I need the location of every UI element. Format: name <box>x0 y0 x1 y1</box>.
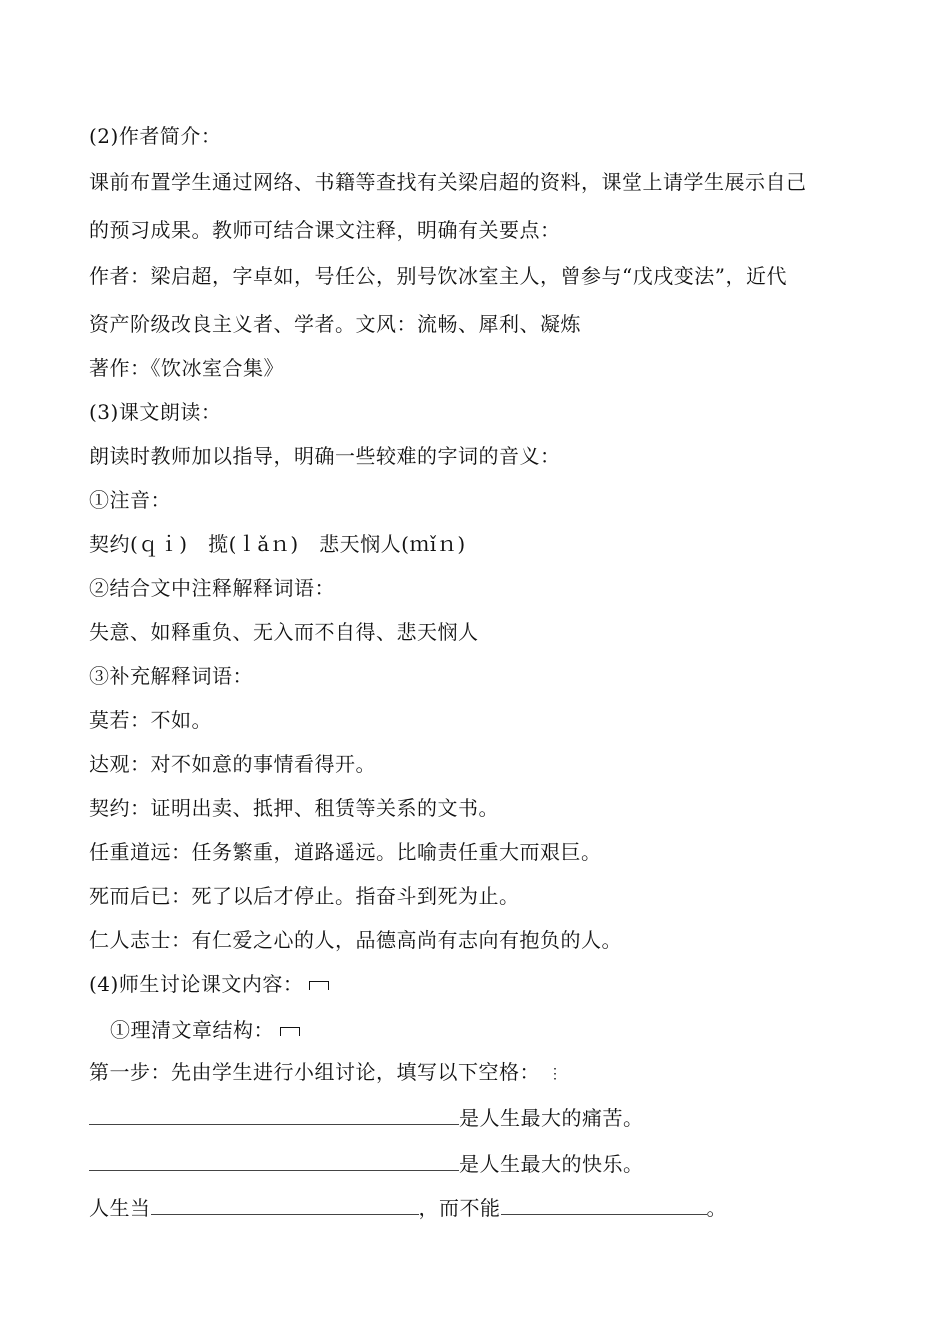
structure-heading-label: ①理清文章结构： <box>110 1018 274 1042</box>
step-one-line <box>89 1058 563 1086</box>
section-discussion-heading <box>89 970 329 998</box>
section-discussion-label: (4)师生讨论课文内容： <box>89 972 304 996</box>
fill-blank-text-1: 是人生最大的痛苦。 <box>459 1106 644 1130</box>
fill-blank-middle: ，而不能 <box>418 1196 501 1220</box>
fill-blank-prefix: 人生当 <box>89 1196 151 1220</box>
list-heading-supplement: ③补充解释词语： <box>89 664 253 688</box>
fill-blank-suffix: 。 <box>706 1196 727 1220</box>
paragraph-line: 课前布置学生通过网络、书籍等查找有关梁启超的资料，课堂上请学生展示自己 <box>89 170 807 194</box>
paragraph-line: 资产阶级改良主义者、学者。文风：流畅、犀利、凝炼 <box>89 312 581 336</box>
blank-field[interactable] <box>501 1192 707 1215</box>
fill-blank-line-2 <box>89 1148 644 1178</box>
paragraph-line: 著作：《饮冰室合集》 <box>89 356 284 380</box>
paragraph-line: 失意、如释重负、无入而不自得、悲天悯人 <box>89 620 479 644</box>
structure-heading <box>110 1016 300 1044</box>
section-reading-heading: (3)课文朗读： <box>89 400 222 424</box>
paragraph-line: 契约(ｑｉ) 揽(ｌǎｎ) 悲天悯人(ｍǐｎ) <box>89 532 466 556</box>
paragraph-line: 的预习成果。教师可结合课文注释，明确有关要点： <box>89 218 561 242</box>
blank-field[interactable] <box>89 1148 459 1171</box>
definition-line: 死而后已：死了以后才停止。指奋斗到死为止。 <box>89 884 520 908</box>
bracket-mark-icon <box>280 1027 300 1036</box>
list-heading-annotations: ②结合文中注释解释词语： <box>89 576 335 600</box>
paragraph-line: 朗读时教师加以指导，明确一些较难的字词的音义： <box>89 444 561 468</box>
blank-field[interactable] <box>89 1102 459 1125</box>
definition-line: 莫若：不如。 <box>89 708 212 732</box>
definition-line: 仁人志士：有仁爱之心的人，品德高尚有志向有抱负的人。 <box>89 928 622 952</box>
list-heading-pronunciation: ①注音： <box>89 488 171 512</box>
fill-blank-line-3 <box>89 1192 727 1222</box>
fill-blank-line-1 <box>89 1102 644 1132</box>
bracket-mark-icon <box>309 981 329 990</box>
definition-line: 达观：对不如意的事情看得开。 <box>89 752 376 776</box>
definition-line: 任重道远：任务繁重，道路遥远。比喻责任重大而艰巨。 <box>89 840 602 864</box>
fill-blank-text-2: 是人生最大的快乐。 <box>459 1152 644 1176</box>
blank-field[interactable] <box>151 1192 419 1215</box>
paragraph-line: 作者：梁启超，字卓如，号任公，别号饮冰室主人，曾参与“戊戌变法”，近代 <box>89 264 787 288</box>
definition-line: 契约：证明出卖、抵押、租赁等关系的文书。 <box>89 796 499 820</box>
section-author-heading: (2)作者简介： <box>89 124 222 148</box>
dots-mark-icon: ⋮ <box>548 1065 563 1082</box>
step-one-label: 第一步：先由学生进行小组讨论，填写以下空格： <box>89 1060 540 1084</box>
